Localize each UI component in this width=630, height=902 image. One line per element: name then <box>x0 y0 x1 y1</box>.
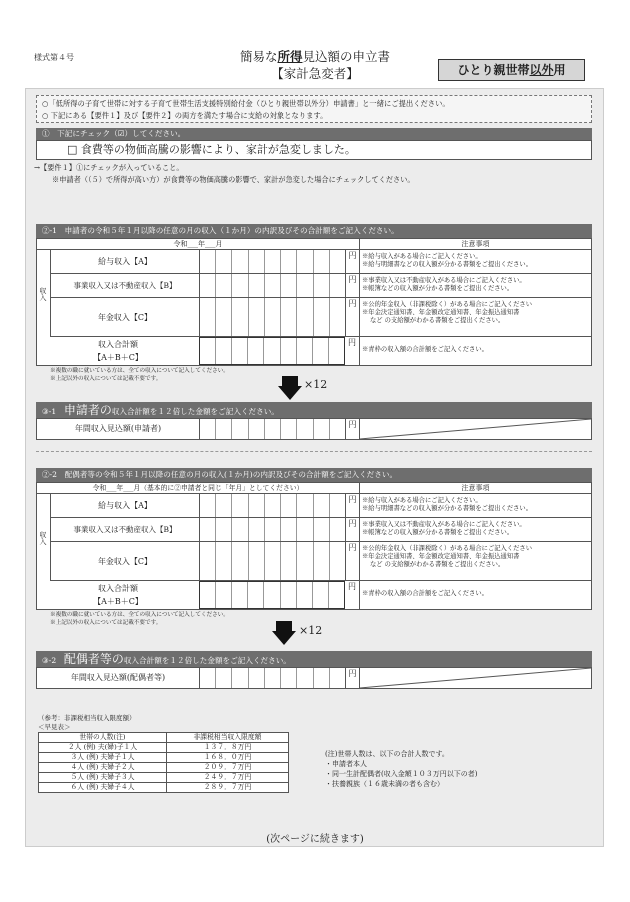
note-text: ※事業収入又は不動産収入がある場合にご記入ください。 <box>362 277 526 284</box>
salary-input[interactable] <box>199 250 345 274</box>
annual-income-label: 年間収入見込額(申請者) <box>74 424 162 433</box>
section3-1-header <box>36 402 592 418</box>
title-emph: 所得 <box>277 49 303 64</box>
footnote: ※複数の職に就いている方は、全ての収入について記入してください。 <box>50 612 229 618</box>
salary-label: 給与収入【A】 <box>51 250 199 274</box>
header-post: 収入合計額を１２倍した金額をご記入ください。 <box>123 656 291 665</box>
table-cell: ２０９．７万円 <box>167 763 289 773</box>
business-input[interactable] <box>199 274 345 298</box>
note-item: ・申請者本人 <box>325 760 367 768</box>
multiplier-label: ×12 <box>304 378 328 391</box>
annual-income-label: 年間収入見込額(配偶者等) <box>70 673 166 682</box>
divider <box>36 451 592 452</box>
title-pre: 簡易な <box>239 49 278 64</box>
badge-post: 用 <box>553 63 566 77</box>
note-text: ※帳簿などの収入額が分かる書類をご提出ください。 <box>362 529 514 536</box>
note-text: ※公的年金収入（非課税除く）がある場合にご記入ください <box>362 545 533 552</box>
total-note: ※青枠の収入額の合計額をご記入ください。 <box>359 337 591 365</box>
pension-note <box>359 542 591 581</box>
multiplier-label: ×12 <box>299 624 323 637</box>
page-subtitle: 【家計急変者】 <box>271 66 359 81</box>
table-cell: ３人 (例) 夫婦子１人 <box>39 753 167 763</box>
salary-input[interactable] <box>199 494 345 518</box>
section2-1-table <box>36 238 592 366</box>
reference-title: （参考：非課税相当収入限度額） <box>38 714 136 722</box>
continue-footer: (次ページに続きます) <box>266 834 364 845</box>
table-cell: ６人 (例) 夫婦子４人 <box>39 783 167 793</box>
section2-2-table <box>36 482 592 610</box>
total-label <box>37 581 199 609</box>
note-text: ※給与明細書などの収入額が分かる書類をご提出ください。 <box>362 261 533 268</box>
reference-subtitle: ＜早見表＞ <box>38 723 71 731</box>
requirement1-line: →【要件１】①にチェックが入っていること。 <box>34 163 184 172</box>
note-text: ※給与収入がある場合にご記入ください。 <box>362 253 482 260</box>
household-badge <box>438 59 585 81</box>
month-label: 令和___年___月（基本的に②申請者と同じ「年月」としてください） <box>37 483 359 494</box>
note-text: ※年金決定通知書、年金額改定通知書、年金振込通知書 <box>362 309 520 316</box>
table-cell: ２人 (例) 夫(婦)子１人 <box>39 743 167 753</box>
section3-1-table <box>36 418 592 440</box>
header-pre: ③-1 <box>42 407 57 416</box>
table-cell: １３７．８万円 <box>167 743 289 753</box>
table-row <box>39 753 289 763</box>
footnotes <box>50 368 229 383</box>
notes-header: 注意事項 <box>359 483 591 494</box>
table-row <box>39 743 289 753</box>
section2-1-header: ②-1 申請者の令和５年１月以降の任意の月の収入（１か月）の内訳及びその合計額をご記入ください。 <box>36 224 592 238</box>
section3-2-table <box>36 667 592 689</box>
pension-label: 年金収入【C】 <box>51 298 199 337</box>
requirement1-note: ※申請者（（５）で所得が高い方）が食費等の物価高騰の影響で、家計が急変した場合にチェックしてください。 <box>52 175 415 184</box>
table-cell: ５人 (例) 夫婦子３人 <box>39 773 167 783</box>
pension-input[interactable] <box>199 542 345 581</box>
reference-table <box>38 732 289 793</box>
down-arrow-icon <box>278 376 302 400</box>
col-header: 世帯の人数(注) <box>39 733 167 743</box>
business-label: 事業収入又は不動産収入【B】 <box>51 518 199 542</box>
note-text: ※帳簿などの収入額が分かる書類をご提出ください。 <box>362 285 514 292</box>
salary-label: 給与収入【A】 <box>51 494 199 518</box>
yen-unit: 円 <box>345 518 359 542</box>
annual-income-input[interactable] <box>199 419 345 439</box>
header-big: 申請者の <box>63 403 112 417</box>
section3-2-header <box>36 651 592 667</box>
footnotes <box>50 612 229 627</box>
note-text: ※給与明細書などの収入額が分かる書類をご提出ください。 <box>362 505 533 512</box>
yen-unit: 円 <box>345 668 359 688</box>
price-hike-checkbox[interactable]: □ 食費等の物価高騰の影響により、家計が急変しました。 <box>36 140 592 160</box>
table-cell: １６８．０万円 <box>167 753 289 763</box>
income-side-label: 収入 <box>37 250 51 337</box>
total-label-line: 【A＋B＋C】 <box>93 597 143 606</box>
business-input[interactable] <box>199 518 345 542</box>
annual-income-input[interactable] <box>199 668 345 688</box>
badge-emph: 以外 <box>529 63 554 77</box>
yen-unit: 円 <box>345 494 359 518</box>
section1-header: ① 下記にチェック（☑）してください。 <box>36 128 592 140</box>
total-label-line: 【A＋B＋C】 <box>93 353 143 362</box>
table-cell: ２８９．７万円 <box>167 783 289 793</box>
col-header: 非課税相当収入限度額 <box>167 733 289 743</box>
note-text: ※給与収入がある場合にご記入ください。 <box>362 497 482 504</box>
pension-note <box>359 298 591 337</box>
note-title: (注)世帯人数は、以下の合計人数です。 <box>325 750 449 758</box>
business-label: 事業収入又は不動産収入【B】 <box>51 274 199 298</box>
footnote: ※上記以外の収入については記載不要です。 <box>50 375 162 382</box>
pension-input[interactable] <box>199 298 345 337</box>
yen-unit: 円 <box>345 419 359 439</box>
yen-unit: 円 <box>345 250 359 274</box>
note-text: ※公的年金収入（非課税除く）がある場合にご記入ください <box>362 301 533 308</box>
note-text: ※事業収入又は不動産収入がある場合にご記入ください。 <box>362 521 526 528</box>
footnote: ※複数の職に就いている方は、全ての収入について記入してください。 <box>50 368 229 374</box>
header-post: 収入合計額を１２倍した金額をご記入ください。 <box>111 407 279 416</box>
total-label-line: 収入合計額 <box>98 584 138 593</box>
month-label: 令和___年___月 <box>37 239 359 250</box>
business-note <box>359 274 591 298</box>
footnote: ※上記以外の収入については記載不要です。 <box>50 619 162 626</box>
badge-pre: ひとり親世帯 <box>457 63 530 77</box>
yen-unit: 円 <box>345 542 359 581</box>
table-row <box>39 763 289 773</box>
notes-box <box>36 95 592 123</box>
note-item: ・扶養親族（１６歳未満の者も含む） <box>325 780 444 788</box>
section2-2-header: ②-2 配偶者等の令和５年１月以降の任意の月の収入(１か月)の内訳及びその合計額をご記入ください。 <box>36 468 592 482</box>
note-text: など の支給額がわかる書類をご提出ください。 <box>370 317 505 324</box>
total-note: ※青枠の収入額の合計額をご記入ください。 <box>359 581 591 609</box>
total-label-line: 収入合計額 <box>98 340 138 349</box>
yen-unit: 円 <box>345 274 359 298</box>
salary-note <box>359 494 591 518</box>
salary-note <box>359 250 591 274</box>
business-note <box>359 518 591 542</box>
note-text: ※年金決定通知書、年金額改定通知書、年金振込通知書 <box>362 553 520 560</box>
down-arrow-icon <box>272 621 296 645</box>
household-note <box>325 749 477 789</box>
notes-header: 注意事項 <box>359 239 591 250</box>
strike-line <box>359 668 591 688</box>
total-input[interactable] <box>199 337 345 365</box>
income-side-label: 収入 <box>37 494 51 581</box>
table-row <box>39 773 289 783</box>
pension-label: 年金収入【C】 <box>51 542 199 581</box>
note-item: ・同一生計配偶者(収入金額１０３万円以下の者) <box>325 770 478 778</box>
table-cell: ４人 (例) 夫婦子２人 <box>39 763 167 773</box>
header-pre: ③-2 <box>42 656 57 665</box>
yen-unit: 円 <box>345 298 359 337</box>
title-post: 見込額の申立書 <box>302 49 391 64</box>
yen-unit: 円 <box>348 582 356 591</box>
header-big: 配偶者等の <box>63 652 124 666</box>
table-row <box>39 783 289 793</box>
total-input[interactable] <box>199 581 345 609</box>
table-cell: ２４９．７万円 <box>167 773 289 783</box>
yen-unit: 円 <box>348 338 356 347</box>
form-number: 様式第４号 <box>34 53 74 62</box>
note-line: ○「低所得の子育て世帯に対する子育て世帯生活支援特別給付金（ひとり親世帯以外分）申請書」と一緒にご提出ください。 <box>42 99 450 108</box>
total-label <box>37 337 199 365</box>
note-text: など の支給額がわかる書類をご提出ください。 <box>370 561 505 568</box>
strike-line <box>359 419 591 439</box>
note-line: ○ 下記にある【要件１】及び【要件２】の両方を満たす場合に支給の対象となります。 <box>42 110 328 120</box>
